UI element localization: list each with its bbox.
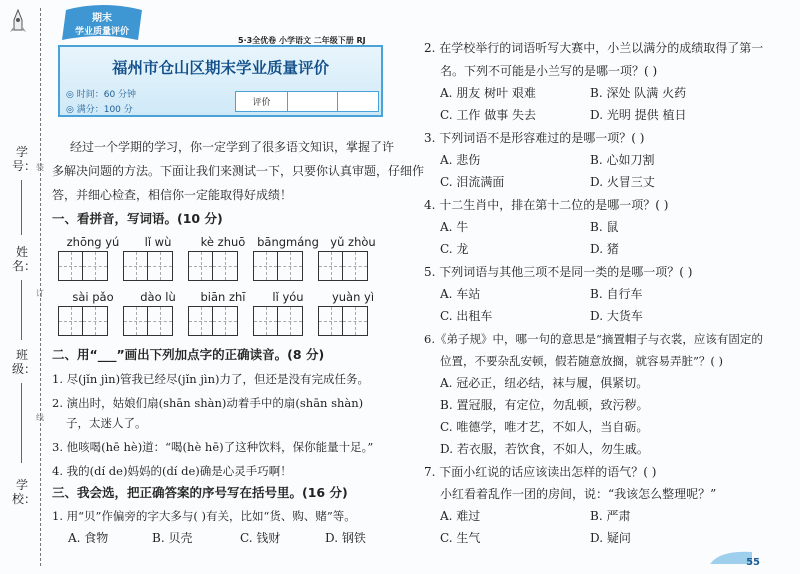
q7-option-c[interactable]: C. 生气	[440, 531, 481, 545]
evaluation-cell-1[interactable]	[288, 92, 338, 111]
evaluation-label: 评价	[236, 92, 288, 111]
answer-grid-2-1[interactable]	[58, 306, 108, 336]
pinyin-2-5: yuàn yì	[331, 290, 375, 304]
q3-text: 3. 下列词语不是形容难过的是哪一项？( )	[424, 131, 645, 145]
q3-option-b[interactable]: B. 心如刀割	[590, 153, 655, 167]
q7-option-d[interactable]: D. 疑问	[590, 531, 631, 545]
q7-context: 小红看着乱作一团的房间，说：“我该怎么整理呢？”	[440, 487, 717, 501]
badge-line1: 期末	[92, 13, 112, 24]
sec2-question-1: 1. 尽(jǐn jìn)管我已经尽(jǐn jìn)力了，但还是没有完成任务。	[52, 372, 369, 386]
student-no-label: 学号：	[12, 145, 37, 173]
exam-time-text: 时间：60 分钟	[76, 90, 137, 100]
rocket-icon	[4, 8, 32, 36]
school-label: 学校：	[12, 478, 37, 506]
sec2-question-3: 3. 他咳喝(hē hè)道：“喝(hè hē)了这种饮料，保你能量十足。”	[52, 440, 374, 454]
q6-option-b[interactable]: B. 置冠服，有定位，勿乱顿，致污秽。	[440, 398, 649, 412]
pinyin-2-1: sài pǎo	[72, 290, 114, 304]
q2-option-c[interactable]: C. 工作 做事 失去	[440, 108, 537, 122]
pinyin-1-5: yǔ zhòu	[330, 235, 376, 249]
section-2-title: 二、用“___”画出下列加点字的正确读音。(8 分)	[52, 347, 325, 362]
q2-option-b[interactable]: B. 深处 队满 火药	[590, 86, 687, 100]
sec3-q1-option-b[interactable]: B. 贝壳	[152, 531, 193, 545]
sec3-question-1: 1. 用“贝”作偏旁的字大多与( )有关，比如“货、购、赌”等。	[52, 509, 356, 523]
q5-option-d[interactable]: D. 大货车	[590, 309, 643, 323]
pinyin-1-2: lǐ wù	[144, 235, 172, 249]
answer-grid-1-1[interactable]	[58, 251, 108, 281]
sec2-question-4: 4. 我的(dí de)妈妈的(dí de)确是心灵手巧啊！	[52, 464, 292, 478]
q5-text: 5. 下列词语与其他三项不是同一类的是哪一项？( )	[424, 265, 693, 279]
q7-option-a[interactable]: A. 难过	[440, 509, 481, 523]
q4-text: 4. 十二生肖中，排在第十二位的是哪一项？( )	[424, 198, 669, 212]
exam-score-text: 满分：100 分	[76, 105, 133, 115]
q3-option-d[interactable]: D. 火冒三丈	[590, 175, 655, 189]
q4-option-a[interactable]: A. 牛	[440, 220, 469, 234]
class-label: 班级：	[12, 348, 37, 376]
intro-line-1: 经过一个学期的学习，你一定学到了很多语文知识，掌握了许	[70, 140, 395, 154]
star-icon: ◎	[66, 105, 77, 115]
q7-text: 7. 下面小红说的话应该读出怎样的语气？( )	[424, 465, 657, 479]
pinyin-2-4: lǐ yóu	[272, 290, 304, 304]
pinyin-1-1: zhōng yú	[66, 235, 120, 249]
answer-grid-2-4[interactable]	[253, 306, 303, 336]
q4-option-d[interactable]: D. 猪	[590, 242, 619, 256]
book-series-info: 5·3全优卷 小学语文 二年级下册 RJ	[238, 36, 366, 45]
exam-time	[66, 87, 136, 100]
answer-grid-1-4[interactable]	[253, 251, 303, 281]
fold-mark-3: 线	[36, 413, 44, 422]
intro-line-2: 多解决问题的方法。下面让我们来测试一下，只要你认真审题，仔细作	[52, 164, 425, 178]
student-no-line	[21, 180, 22, 235]
answer-grid-1-3[interactable]	[188, 251, 238, 281]
pinyin-1-4: bāngmáng	[257, 235, 319, 249]
exam-score	[66, 102, 133, 115]
q6-line-2: 位置，不要杂乱安顿，假若随意放搁，就容易弄脏”？( )	[440, 354, 724, 368]
evaluation-cell-2[interactable]	[338, 92, 378, 111]
pinyin-2-3: biān zhī	[200, 290, 246, 304]
exam-title: 福州市仓山区期末学业质量评价	[111, 59, 329, 77]
q4-option-c[interactable]: C. 龙	[440, 242, 469, 256]
q5-option-c[interactable]: C. 出租车	[440, 309, 493, 323]
q2-option-d[interactable]: D. 光明 提供 植日	[590, 108, 687, 122]
answer-grid-1-2[interactable]	[123, 251, 173, 281]
q3-option-a[interactable]: A. 悲伤	[440, 153, 481, 167]
q7-option-b[interactable]: B. 严肃	[590, 509, 631, 523]
q5-option-a[interactable]: A. 车站	[440, 287, 481, 301]
q6-option-c[interactable]: C. 唯德学，唯才艺，不如人，当自砺。	[440, 420, 649, 434]
q2-option-a[interactable]: A. 朋友 树叶 艰难	[440, 86, 536, 100]
q2-line-2: 名。下列不可能是小兰写的是哪一项？( )	[440, 64, 658, 78]
class-line	[21, 383, 22, 463]
clock-icon: ◎	[66, 90, 77, 100]
q6-option-d[interactable]: D. 若衣服，若饮食，不如人，勿生戚。	[440, 442, 649, 456]
evaluation-box	[235, 91, 379, 112]
fold-mark-2: 订	[36, 289, 44, 298]
sec2-question-2b: 子，太迷人了。	[66, 416, 147, 430]
section-3-title: 三、我会选，把正确答案的序号写在括号里。(16 分)	[52, 485, 348, 500]
intro-line-3: 答，并细心检查，相信你一定能取得好成绩！	[52, 188, 293, 202]
page-number: 55	[746, 557, 760, 568]
sec3-q1-option-a[interactable]: A. 食物	[68, 531, 109, 545]
q2-line-1: 2. 在学校举行的词语听写大赛中，小兰以满分的成绩取得了第一	[424, 41, 764, 55]
sec3-q1-option-c[interactable]: C. 钱财	[240, 531, 281, 545]
answer-grid-2-3[interactable]	[188, 306, 238, 336]
q6-line-1: 6.《弟子规》中，哪一句的意思是“摘置帽子与衣裳，应该有固定的	[424, 332, 763, 346]
q5-option-b[interactable]: B. 自行车	[590, 287, 643, 301]
pinyin-1-3: kè zhuō	[200, 235, 246, 249]
exam-badge	[58, 4, 146, 44]
badge-line2: 学业质量评价	[74, 27, 130, 37]
fold-mark-1: 装	[36, 163, 44, 172]
name-line	[21, 280, 22, 340]
answer-grid-1-5[interactable]	[318, 251, 368, 281]
sec3-q1-option-d[interactable]: D. 钢铁	[325, 531, 366, 545]
pinyin-2-2: dào lù	[140, 290, 176, 304]
name-label: 姓名：	[12, 245, 37, 273]
answer-grid-2-5[interactable]	[318, 306, 368, 336]
q6-option-a[interactable]: A. 冠必正，纽必结，袜与履，俱紧切。	[440, 376, 649, 390]
answer-grid-2-2[interactable]	[123, 306, 173, 336]
section-1-title: 一、看拼音，写词语。(10 分)	[52, 211, 223, 226]
q4-option-b[interactable]: B. 鼠	[590, 220, 619, 234]
binding-line	[40, 8, 41, 566]
sec2-question-2a: 2. 演出时，姑娘们扇(shān shàn)动着手中的扇(shān shàn)	[52, 396, 364, 410]
q3-option-c[interactable]: C. 泪流满面	[440, 175, 505, 189]
exam-header	[58, 45, 383, 117]
